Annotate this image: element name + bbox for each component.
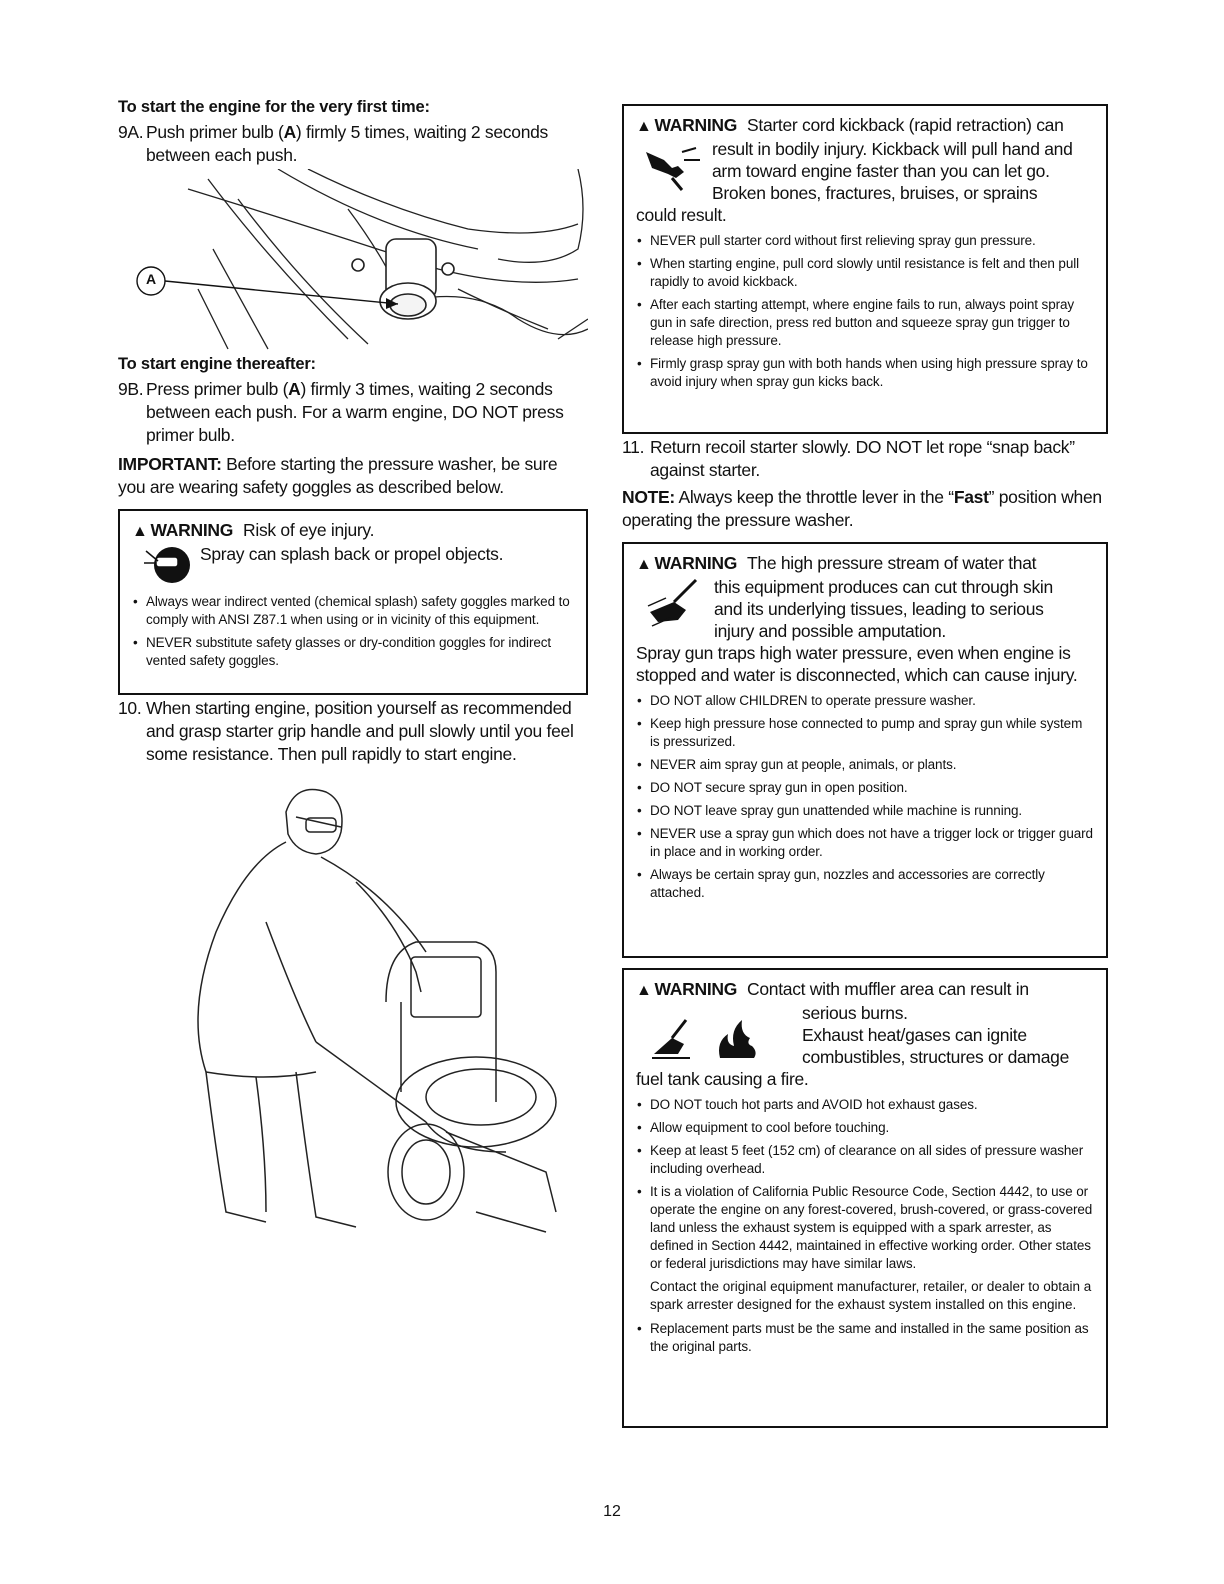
step-text: Return recoil starter slowly. DO NOT let rope “snap back” against starter.	[650, 437, 1075, 480]
step-number: 9B.	[118, 379, 144, 399]
list-item: • When starting engine, pull cord slowly until resistance is felt and then pull rapidly to avoid kickback.	[636, 255, 1094, 291]
left-column	[118, 98, 588, 1242]
warning-text-body: Spray gun traps high water pressure, even when engine is stopped and water is disconnected, which can cause injury.	[636, 643, 1078, 685]
step-11	[622, 436, 1108, 482]
warning-bullets	[636, 1096, 1094, 1273]
warning-header: ▲ WARNING Starter cord kickback (rapid retraction) can	[636, 115, 1064, 135]
starting-engine-illustration	[146, 772, 588, 1242]
warning-header: ▲ WARNING Contact with muffler area can result in	[636, 979, 1029, 999]
callout-a-label: A	[146, 271, 157, 287]
warning-box-high-pressure	[622, 542, 1108, 958]
kickback-hand-icon	[636, 138, 712, 194]
step-9b	[118, 378, 588, 447]
page-number: 12	[603, 1503, 621, 1520]
heading-first-start: To start the engine for the very first time:	[118, 98, 430, 116]
list-item: • NEVER aim spray gun at people, animals, or plants.	[636, 756, 1094, 774]
list-item: • DO NOT touch hot parts and AVOID hot exhaust gases.	[636, 1096, 1094, 1114]
primer-bulb-illustration	[118, 169, 588, 355]
step-text: Press primer bulb (A) firmly 3 times, waiting 2 seconds between each push. For a warm engine, DO NOT press primer bulb.	[146, 379, 564, 445]
hot-surface-icon	[650, 1016, 692, 1060]
primer-bulb-drawing	[118, 169, 588, 355]
step-number: 10.	[118, 698, 142, 718]
list-item: • DO NOT allow CHILDREN to operate pressure washer.	[636, 692, 1094, 710]
list-item: • NEVER substitute safety glasses or dry-condition goggles for indirect vented safety goggles.	[132, 634, 574, 670]
list-item: • Always wear indirect vented (chemical splash) safety goggles marked to comply with ANSI Z87.1 when using or in vicinity of this equipment.	[132, 593, 574, 629]
step-number: 11.	[622, 437, 645, 457]
heading-thereafter: To start engine thereafter:	[118, 355, 316, 373]
note-throttle: NOTE: Always keep the throttle lever in the “Fast” position when operating the pressure washer.	[622, 487, 1102, 530]
list-item: • Replacement parts must be the same and installed in the same position as the original parts.	[636, 1320, 1094, 1356]
list-item: • Firmly grasp spray gun with both hands when using high pressure spray to avoid injury when spray gun kicks back.	[636, 355, 1094, 391]
spark-arrester-note: Contact the original equipment manufacturer, retailer, or dealer to obtain a spark arrester designed for the exhaust system installed on this engine.	[650, 1279, 1092, 1312]
list-item: • NEVER pull starter cord without first relieving spray gun pressure.	[636, 232, 1094, 250]
warning-bullets	[636, 232, 1094, 391]
step-number: 9A.	[118, 122, 144, 142]
safety-goggles-icon	[144, 543, 200, 587]
list-item: • It is a violation of California Public Resource Code, Section 4442, to use or operate the engine on any forest-covered, brush-covered, or grass-covered land unless the exhaust system is equipped with a spark arrester, as defined in Section 4442, maintained in effective working order. Other states or federal jurisdictions may have similar laws.	[636, 1183, 1094, 1273]
list-item: • After each starting attempt, where engine fails to run, always point spray gun in safe direction, press red button and squeeze spray gun trigger to release high pressure.	[636, 296, 1094, 350]
spray-injection-icon	[636, 576, 714, 636]
list-item: • Allow equipment to cool before touching.	[636, 1119, 1094, 1137]
list-item: • NEVER use a spray gun which does not have a trigger lock or trigger guard in place and in working order.	[636, 825, 1094, 861]
list-item: • Always be certain spray gun, nozzles and accessories are correctly attached.	[636, 866, 1094, 902]
warning-text: serious burns. Exhaust heat/gases can ignite combustibles, structures or damage	[802, 1003, 1070, 1067]
warning-text: result in bodily injury. Kickback will pull hand and arm toward engine faster than you can let go. Broken bones, fractures, bruises, or sprains	[712, 139, 1073, 203]
step-9a	[118, 121, 588, 167]
list-item: • DO NOT leave spray gun unattended while machine is running.	[636, 802, 1094, 820]
list-item: • Keep at least 5 feet (152 cm) of clearance on all sides of pressure washer including overhead.	[636, 1142, 1094, 1178]
step-10	[118, 697, 588, 766]
warning-text: this equipment produces can cut through skin and its underlying tissues, leading to serious injury and possible amputation.	[714, 577, 1053, 641]
warning-triangle-icon: ▲	[636, 118, 652, 135]
warning-box-kickback	[622, 104, 1108, 434]
warning-triangle-icon: ▲	[636, 982, 652, 999]
step-text: Push primer bulb (A) firmly 5 times, waiting 2 seconds between each push.	[146, 122, 549, 165]
step-text: When starting engine, position yourself as recommended and grasp starter grip handle and pull slowly until you feel some resistance. Then pull rapidly to start engine.	[146, 698, 574, 764]
warning-box-eye-injury	[118, 509, 588, 695]
warning-bullets	[132, 593, 574, 670]
warning-header: ▲ WARNING The high pressure stream of water that	[636, 553, 1037, 573]
list-item: • Keep high pressure hose connected to pump and spray gun while system is pressurized.	[636, 715, 1094, 751]
warning-text-tail: could result.	[636, 205, 727, 225]
warning-header: ▲ WARNING Risk of eye injury.	[132, 520, 375, 540]
list-item: • DO NOT secure spray gun in open position.	[636, 779, 1094, 797]
right-column	[622, 104, 1108, 1428]
important-note: IMPORTANT: Before starting the pressure washer, be sure you are wearing safety goggles as described below.	[118, 454, 558, 497]
warning-triangle-icon: ▲	[132, 523, 148, 540]
warning-triangle-icon: ▲	[636, 556, 652, 573]
fire-icon	[716, 1016, 760, 1060]
person-pulling-starter-drawing	[146, 772, 566, 1242]
warning-bullets-final	[636, 1320, 1094, 1356]
hot-surface-and-fire-icons	[636, 1002, 802, 1060]
warning-bullets	[636, 692, 1094, 902]
warning-text: Spray can splash back or propel objects.	[200, 544, 504, 564]
warning-text-tail: fuel tank causing a fire.	[636, 1069, 809, 1089]
warning-box-muffler	[622, 968, 1108, 1428]
